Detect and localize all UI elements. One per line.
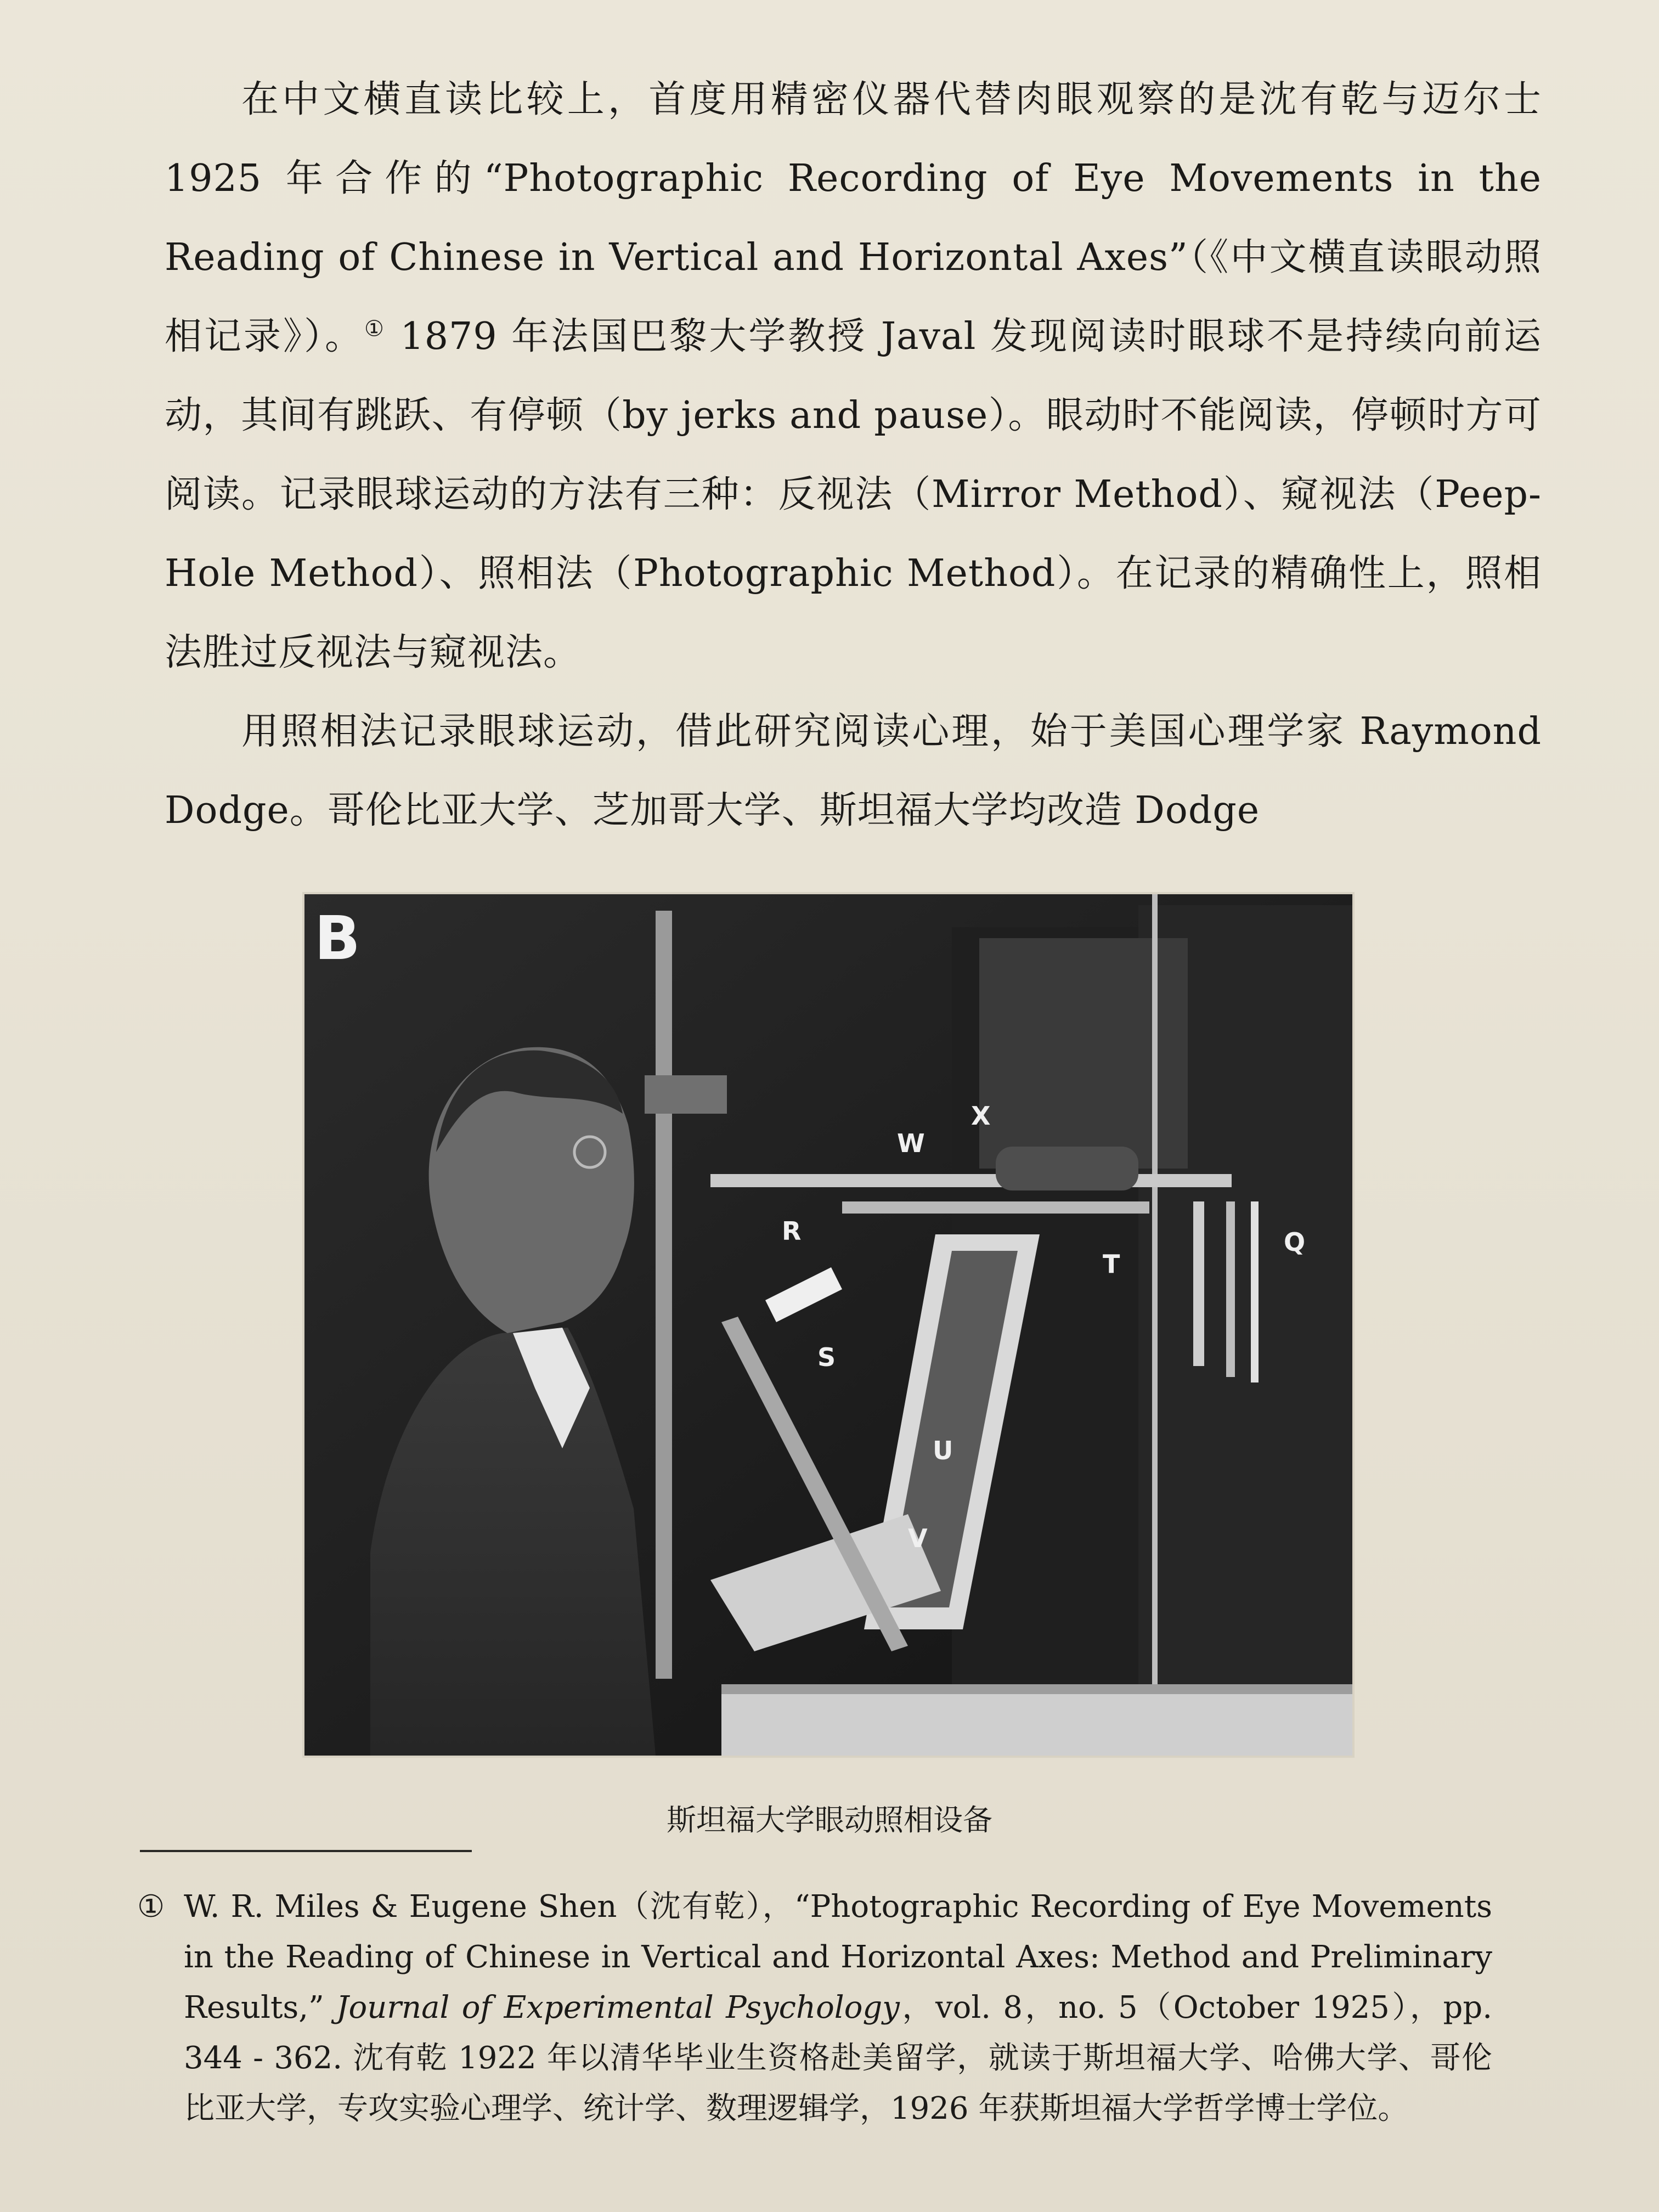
footnote-reference: ① (364, 316, 386, 342)
paragraph-1-part-b: 1879 年法国巴黎大学教授 Javal 发现阅读时眼球不是持续向前运动，其间有跳跃、有停顿（by jerks and pause）。眼动时不能阅读，停顿时方可阅读。记录眼球运动的方法有三种：反视法（Mirror Method）、窥视法（Peep-Hole Method）、照相法（Photographic Method）。在记录的精确性上，照相法胜过反视法与窥视法。 (165, 315, 1542, 674)
figure-caption: 斯坦福大学眼动照相设备 (667, 1803, 992, 1837)
label-x: X (971, 1101, 991, 1131)
photo-illustration (304, 894, 1352, 1756)
panel-letter: B (314, 903, 360, 973)
label-r: R (782, 1216, 802, 1246)
footnote-body (184, 1882, 1492, 2134)
label-w: W (897, 1128, 925, 1158)
paragraph-2: 用照相法记录眼球运动，借此研究阅读心理，始于美国心理学家 Raymond Dodge。哥伦比亚大学、芝加哥大学、斯坦福大学均改造 Dodge (165, 710, 1542, 832)
label-v: V (908, 1523, 928, 1553)
footnote-divider (140, 1850, 472, 1852)
label-s: S (817, 1342, 836, 1372)
footnote-journal: Journal of Experimental Psychology (336, 1990, 900, 2025)
footnote-text-a: W. R. Miles & Eugene Shen（沈有乾），“Photographic Recording of Eye Movements in the Reading of Chinese in Vertical and Horizontal Axes: Method and Preliminary Results,” (184, 1889, 1492, 2025)
label-u: U (933, 1436, 953, 1465)
footnote-text-b: ，vol. 8，no. 5（October 1925），pp. 344 - 362. 沈有乾 1922 年以清华毕业生资格赴美留学，就读于斯坦福大学、哈佛大学、哥伦比亚大学，专攻实验心理学、统计学、数理逻辑学，1926 年获斯坦福大学哲学博士学位。 (184, 1990, 1492, 2126)
eye-movement-apparatus-photo (304, 894, 1352, 1756)
body-text (165, 60, 1542, 850)
label-t: T (1103, 1249, 1120, 1279)
paragraph-1 (165, 60, 1542, 692)
paragraph-1-part-a: 在中文横直读比较上，首度用精密仪器代替肉眼观察的是沈有乾与迈尔士 1925 年合作的“Photographic Recording of Eye Movements in the Reading of Chinese in Vertical and Horizontal Axes”（《中文横直读眼动照相记录》）。 (165, 78, 1542, 358)
label-q: Q (1284, 1227, 1306, 1257)
footnote-marker: ① (137, 1889, 165, 1925)
footnote (137, 1882, 1492, 2134)
